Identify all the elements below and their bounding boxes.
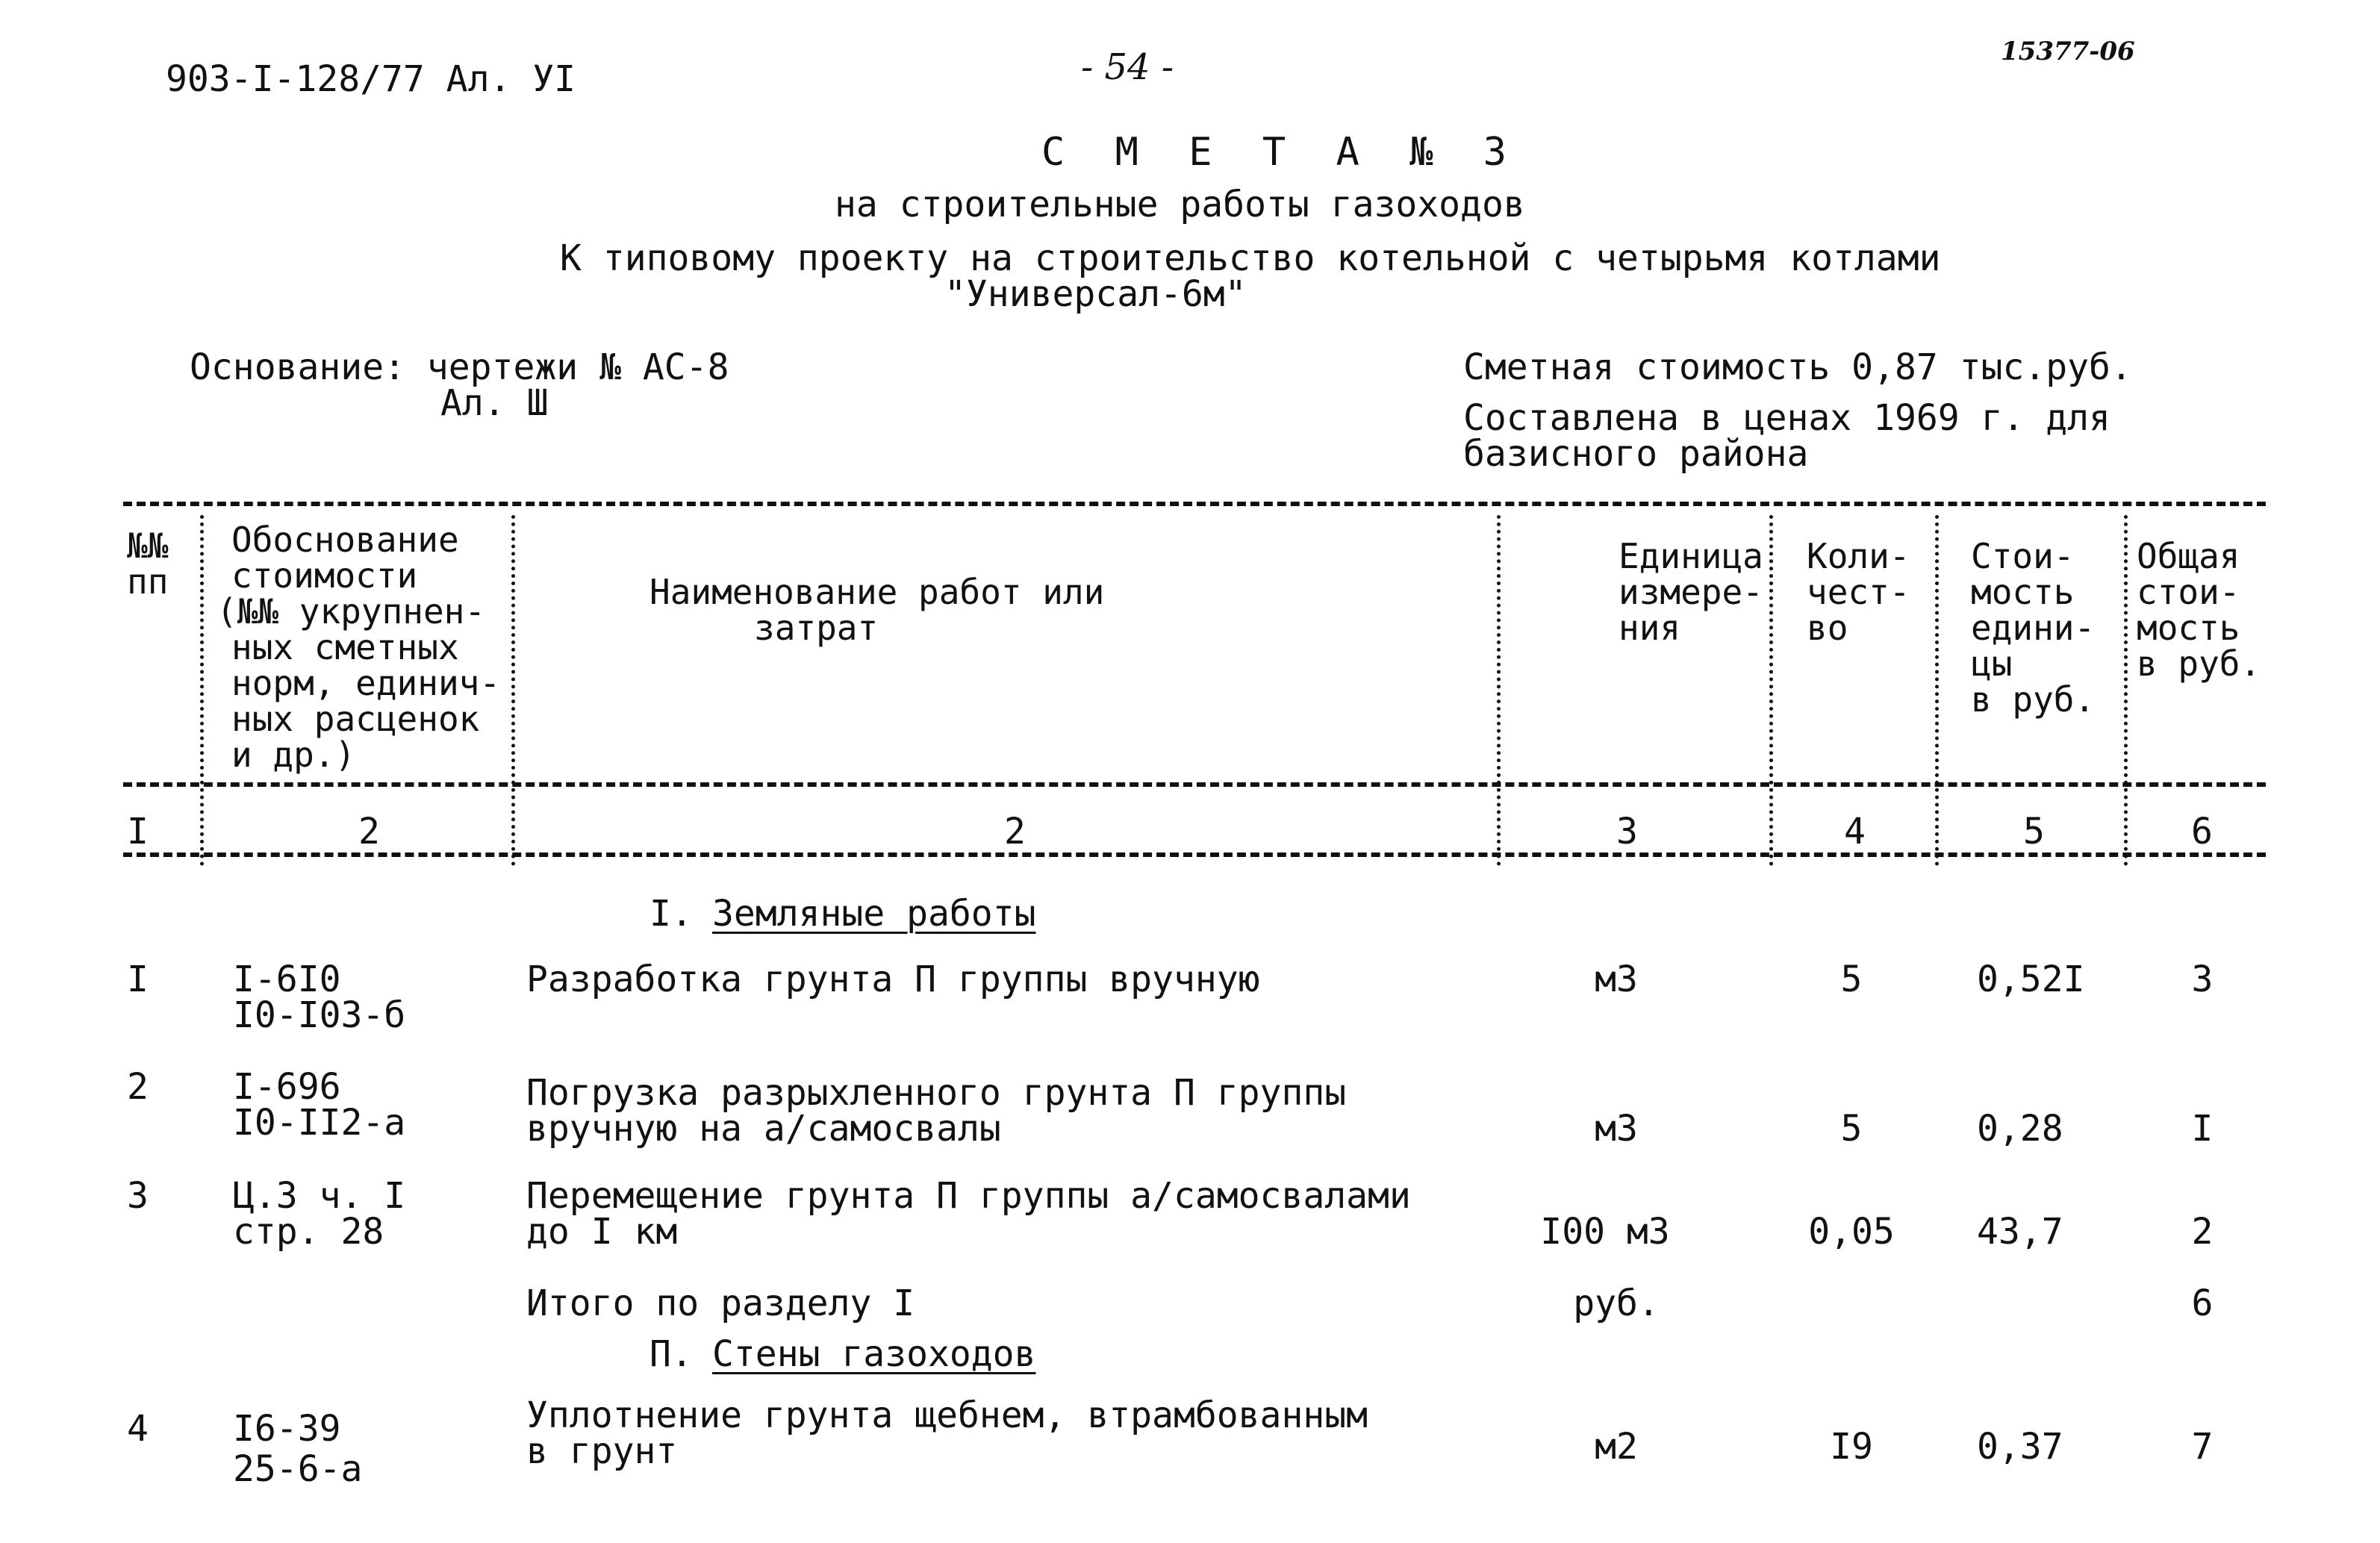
estimate-subtitle: на строительные работы газоходов: [835, 184, 1525, 225]
base-region: базисного района: [1463, 433, 1809, 475]
col-sep-4: [1769, 515, 1773, 866]
col-sep-5: [1935, 515, 1939, 866]
estimated-cost: Сметная стоимость 0,87 тыс.руб.: [1463, 346, 2132, 388]
prices-year: Составлена в ценах 1969 г. для: [1463, 397, 2110, 439]
page-number: - 54 -: [1081, 46, 1174, 88]
archive-stamp: 15377-06: [2001, 37, 2135, 66]
basis-drawings: Основание: чертежи № АС-8: [190, 346, 729, 388]
col-sep-2: [511, 515, 515, 866]
section-title: I. Земляные работы: [649, 893, 1036, 935]
section-title: П. Стены газоходов: [649, 1333, 1036, 1375]
header-bottom-rule: [123, 782, 2266, 787]
table-top-rule: [123, 502, 2266, 506]
estimate-title: С М Е Т А № 3: [1041, 130, 1520, 175]
project-boiler-model: "Универсал-6м": [944, 273, 1247, 315]
doc-code: 903-I-128/77 Ал. УI: [166, 58, 576, 100]
col-sep-3: [1497, 515, 1501, 866]
basis-album: Ал. Ш: [440, 382, 549, 424]
col-sep-1: [200, 515, 204, 866]
column-numbers-rule: [123, 852, 2266, 857]
project-description: К типовому проекту на строительство котельной с четырьмя котлами: [560, 237, 1941, 279]
col-sep-6: [2124, 515, 2128, 866]
